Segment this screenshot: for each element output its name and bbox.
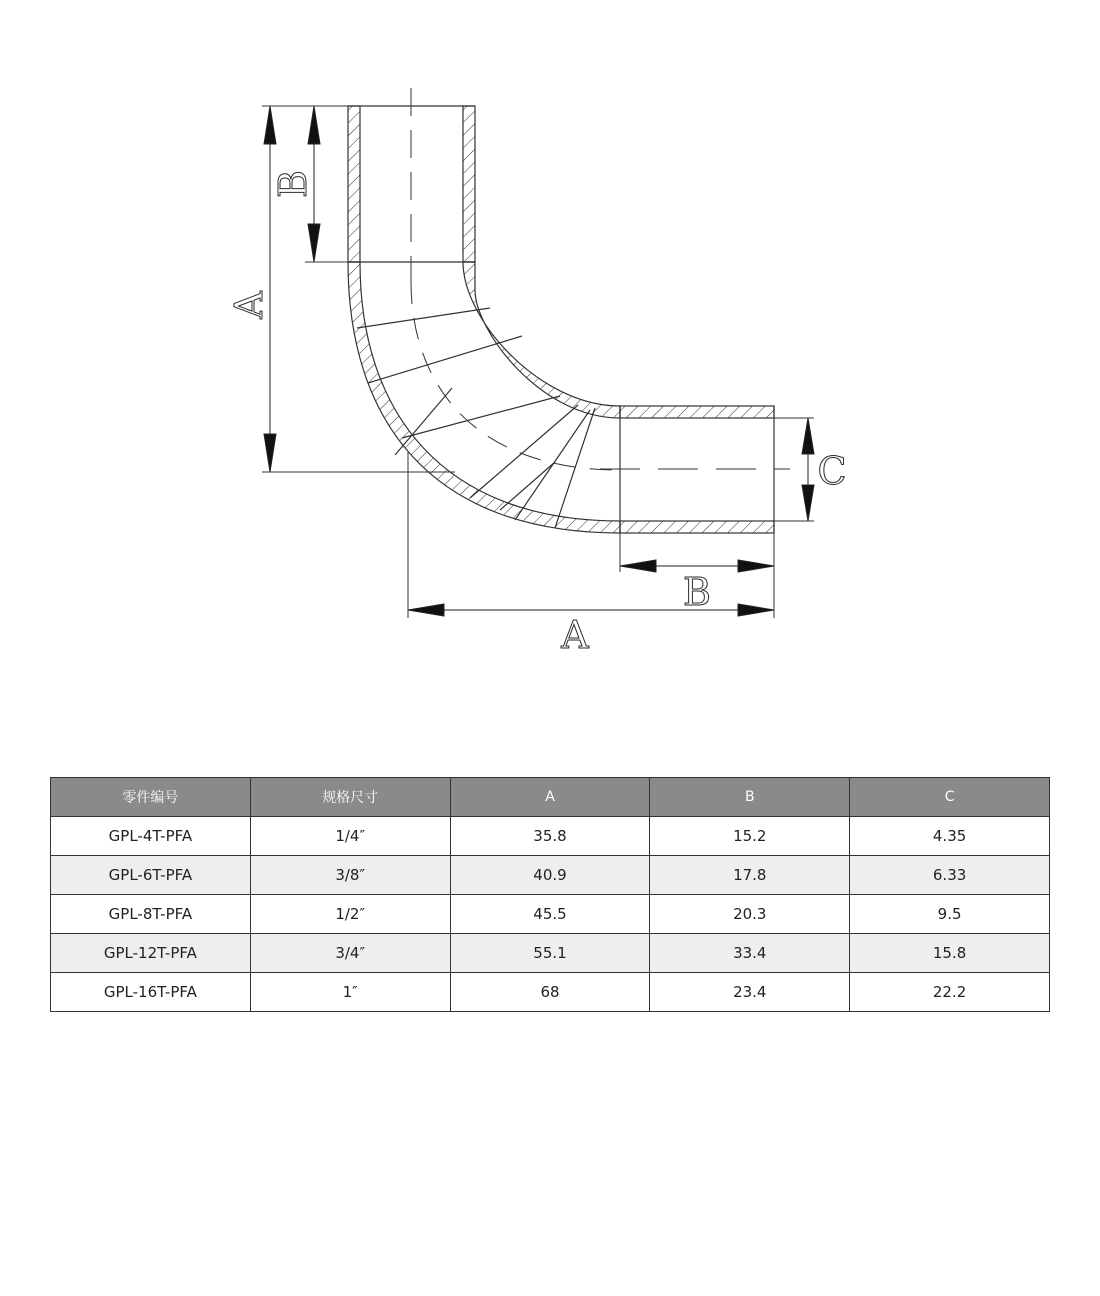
spec-table xyxy=(50,777,1050,1012)
header-size: 规格尺寸 xyxy=(250,778,450,817)
table-row xyxy=(51,973,1050,1012)
dim-label-b-horizontal: B xyxy=(683,570,711,614)
cell-size: 3/4″ xyxy=(250,934,450,973)
cell-a: 68 xyxy=(450,973,650,1012)
cell-part-no: GPL-12T-PFA xyxy=(51,934,251,973)
cell-c: 6.33 xyxy=(850,856,1050,895)
cell-part-no: GPL-8T-PFA xyxy=(51,895,251,934)
header-b: B xyxy=(650,778,850,817)
cell-c: 22.2 xyxy=(850,973,1050,1012)
cell-part-no: GPL-16T-PFA xyxy=(51,973,251,1012)
cell-b: 15.2 xyxy=(650,817,850,856)
dim-label-a-horizontal: A xyxy=(561,613,589,657)
cell-size: 3/8″ xyxy=(250,856,450,895)
dimension-lines xyxy=(264,106,814,616)
cell-c: 4.35 xyxy=(850,817,1050,856)
elbow-body xyxy=(348,106,774,533)
cell-size: 1/2″ xyxy=(250,895,450,934)
table-row xyxy=(51,856,1050,895)
dim-label-a-vertical: A xyxy=(227,291,271,319)
cell-size: 1″ xyxy=(250,973,450,1012)
extension-lines xyxy=(262,106,814,618)
cell-a: 45.5 xyxy=(450,895,650,934)
cell-part-no: GPL-6T-PFA xyxy=(51,856,251,895)
cell-part-no: GPL-4T-PFA xyxy=(51,817,251,856)
cell-a: 35.8 xyxy=(450,817,650,856)
table-row xyxy=(51,895,1050,934)
cell-c: 15.8 xyxy=(850,934,1050,973)
cell-a: 40.9 xyxy=(450,856,650,895)
dim-label-c: C xyxy=(817,449,847,493)
cell-size: 1/4″ xyxy=(250,817,450,856)
table-row xyxy=(51,934,1050,973)
cell-c: 9.5 xyxy=(850,895,1050,934)
cell-b: 17.8 xyxy=(650,856,850,895)
cell-b: 20.3 xyxy=(650,895,850,934)
cell-b: 23.4 xyxy=(650,973,850,1012)
header-part-no: 零件编号 xyxy=(51,778,251,817)
dim-label-b-vertical: B xyxy=(271,170,315,198)
cell-a: 55.1 xyxy=(450,934,650,973)
header-c: C xyxy=(850,778,1050,817)
table-header-row xyxy=(51,778,1050,817)
table-row xyxy=(51,817,1050,856)
header-a: A xyxy=(450,778,650,817)
cell-b: 33.4 xyxy=(650,934,850,973)
